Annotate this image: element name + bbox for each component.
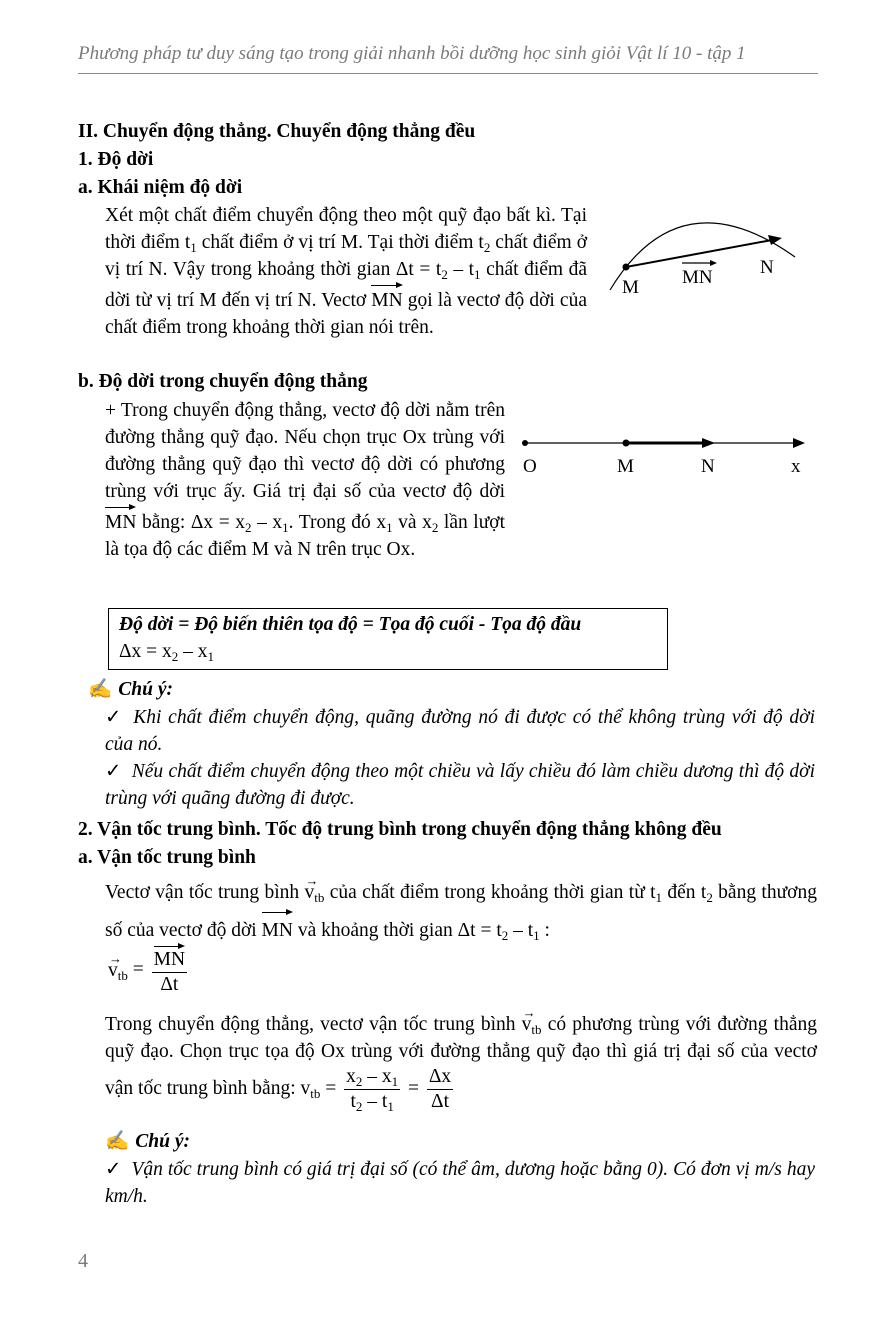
note-3: ✓ Vận tốc trung bình có giá trị đại số (có thể âm, dương hoặc bằng 0). Có đơn vị m/s hay km/h. — [105, 1156, 815, 1210]
subsection-1a-title: a. Khái niệm độ dời — [78, 177, 243, 198]
formula-box — [108, 608, 668, 670]
note-1: ✓ Khi chất điểm chuyển động, quãng đường nó đi được có thể không trùng với độ dời của nó. — [105, 704, 815, 758]
paragraph-2a-2: Trong chuyển động thẳng, vectơ vận tốc trung bình → $v_{tb}$ có phương trùng với đường thẳng quỹ đạo. Chọn trục tọa độ Ox trùng với đường thẳng quỹ đạo thì giá trị đại số của vectơ vận tốc trung bình bằng: $v_{tb}$ = $\frac{x_2 - x_1}{t_2 - t_1}$ = $\frac{\Delta x}{\Delta t}$ — [105, 1005, 817, 1114]
axis-figure — [515, 428, 815, 483]
formula-box-title: Độ dời = Độ biến thiên tọa độ = Tọa độ cuối - Tọa độ đầu — [119, 614, 582, 635]
section-title: II. Chuyển động thẳng. Chuyển động thẳng đều — [78, 121, 476, 142]
note-label-2: ✍ Chú ý: — [105, 1131, 191, 1152]
note-2: ✓ Nếu chất điểm chuyển động theo một chiều và lấy chiều đó làm chiều dương thì độ dời trùng với quãng đường đi được. — [105, 758, 815, 812]
subsection-2-title: 2. Vận tốc trung bình. Tốc độ trung bình trong chuyển động thẳng không đều — [78, 819, 722, 840]
page-number: 4 — [78, 1250, 88, 1272]
subsection-1b-title: b. Độ dời trong chuyển động thẳng — [78, 371, 368, 392]
pencil-icon: ✍ — [88, 679, 113, 700]
vector-mn: MN — [371, 283, 402, 314]
label-m: M — [622, 277, 639, 298]
subsection-1-title: 1. Độ dời — [78, 149, 154, 170]
axis-arrowhead — [793, 438, 805, 448]
paragraph-1b: + Trong chuyển động thẳng, vectơ độ dời nằm trên đường thẳng quỹ đạo. Nếu chọn trục Ox trùng với đường thẳng quỹ đạo thì vectơ độ dời có phương trùng với trục ấy. Giá trị đại số của vectơ độ dời MN bằng: $\Delta x = x_2 - x_1$. Trong đó $x_1$ và $x_2$ lần lượt là tọa độ các điểm M và N trên trục Ox. — [105, 400, 506, 560]
check-icon — [105, 707, 133, 728]
check-icon — [105, 761, 132, 782]
label-o: O — [523, 456, 537, 477]
formula-box-equation: $\Delta x = x_2 - x_1$ — [119, 641, 215, 664]
label-m-axis: M — [617, 456, 634, 477]
trajectory-figure — [600, 195, 820, 310]
note-label-1: ✍ Chú ý: — [88, 679, 174, 700]
label-mn: MN — [682, 267, 713, 288]
check-icon — [105, 1159, 131, 1180]
paragraph-1a: Xét một chất điểm chuyển động theo một quỹ đạo bất kì. Tại thời điểm $t_1$ chất điểm ở vị trí M. Tại thời điểm $t_2$ chất điểm ở vị trí N. Vậy trong khoảng thời gian $\Delta t = t_2 - t_1$ chất điểm đã dời từ vị trí M đến vị trí N. Vectơ MN gọi là vectơ độ dời của chất điểm trong khoảng thời gian nói trên. — [105, 205, 588, 338]
label-x-axis: x — [791, 456, 801, 477]
paragraph-2a-1: Vectơ vận tốc trung bình → $v_{tb}$ của chất điểm trong khoảng thời gian từ $t_1$ đến $t_2$ bằng thương số của vectơ độ dời MN và khoảng thời gian $\Delta t = t_2 - t_1$ : — [105, 876, 817, 948]
label-n: N — [760, 257, 774, 278]
pencil-icon: ✍ — [105, 1131, 130, 1152]
point-m — [623, 264, 630, 271]
formula-vtb: → $v_{tb}$ = $\frac{MN}{\Delta t}$ — [108, 944, 190, 997]
running-header: Phương pháp tư duy sáng tạo trong giải nhanh bồi dưỡng học sinh giỏi Vật lí 10 - tập 1 — [78, 40, 818, 74]
label-n-axis: N — [701, 456, 715, 477]
subsection-2a-title: a. Vận tốc trung bình — [78, 847, 256, 868]
